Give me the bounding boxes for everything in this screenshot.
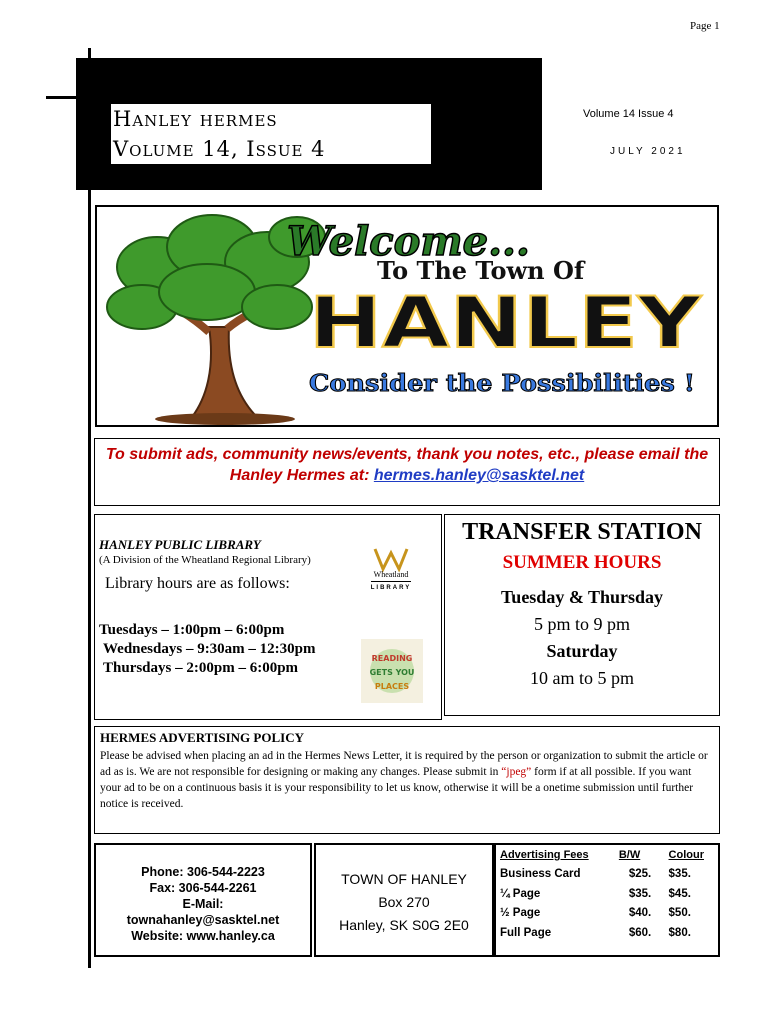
fee-bw: $40. [628, 907, 652, 920]
fee-bw: $25. [628, 868, 652, 881]
welcome-banner [95, 205, 719, 427]
tree-trunk [192, 327, 257, 417]
table-row [496, 923, 718, 943]
policy-text-part-2: form if at all possible. If you want your ad to be on a continuous basis it is your responsibility to let us know, otherwise it will be a onetime submission until further notice is received. [100, 766, 694, 810]
library-subtitle: (A Division of the Wheatland Regional Library) [99, 554, 311, 566]
transfer-station-box [444, 514, 720, 716]
reading-gets-you-places-image [361, 639, 423, 703]
page-number: Page 1 [690, 20, 720, 32]
fees-header-type: Advertising Fees [500, 848, 589, 861]
transfer-day-1: Tuesday & Thursday [500, 587, 664, 607]
title-line-2: Volume 14, Issue 4 [113, 137, 326, 161]
table-row [496, 884, 718, 904]
submit-email-link[interactable]: hermes.hanley@sasktel.net [373, 467, 585, 484]
table-row [496, 904, 718, 924]
transfer-day-2: Saturday [546, 641, 618, 661]
svg-text:READING: READING [371, 654, 413, 663]
svg-text:PLACES: PLACES [374, 682, 410, 691]
fee-colour: $50. [668, 907, 691, 920]
fee-colour: $45. [668, 887, 691, 900]
library-hours-tuesday: Tuesdays – 1:00pm – 6:00pm [99, 622, 285, 638]
library-hours-list [99, 621, 316, 678]
fees-header-colour: Colour [668, 848, 704, 861]
submit-instructions: To submit ads, community news/events, thank you notes, etc., please email the Hanley Hermes at: [105, 446, 709, 484]
transfer-title: TRANSFER STATION [462, 519, 702, 545]
advertising-policy-box [94, 726, 720, 834]
banner-artwork [97, 207, 717, 425]
library-hours-intro: Library hours are as follows: [105, 575, 290, 592]
svg-text:GETS YOU: GETS YOU [369, 668, 415, 677]
wheatland-library-logo [369, 543, 413, 591]
fee-bw: $60. [628, 926, 652, 939]
contact-website[interactable]: Website: www.hanley.ca [131, 929, 275, 943]
policy-jpeg: “jpeg” [501, 766, 532, 778]
fee-type: Full Page [500, 926, 552, 939]
library-box [94, 514, 442, 720]
fee-type: Business Card [500, 868, 581, 881]
contact-email[interactable]: townahanley@sasktel.net [126, 913, 280, 927]
title-line-1: Hanley hermes [113, 107, 278, 131]
newsletter-title [111, 104, 431, 164]
svg-text:Wheatland: Wheatland [373, 570, 409, 579]
table-row [496, 865, 718, 885]
town-city: Hanley, SK S0G 2E0 [339, 917, 469, 933]
slogan-text: Consider the Possibilities ! [309, 370, 695, 397]
town-address-box [314, 843, 494, 957]
fee-type: ½ Page [500, 907, 541, 920]
policy-text [100, 748, 714, 812]
submit-info-box [94, 438, 720, 506]
fees-table [496, 845, 718, 943]
fee-bw: $35. [628, 887, 652, 900]
month-year: JULY 2021 [610, 146, 686, 157]
policy-text-part-1: Please be advised when placing an ad in the Hermes News Letter, it is required by the person or organization to submit the article or ad as is. We are not responsible for designing or making any changes. Please submit in [100, 750, 708, 778]
volume-issue: Volume 14 Issue 4 [583, 108, 674, 120]
contact-phone: Phone: 306-544-2223 [141, 865, 265, 879]
transfer-time-2: 10 am to 5 pm [530, 668, 634, 688]
svg-text:LIBRARY: LIBRARY [370, 585, 412, 591]
fees-header-bw: B/W [618, 848, 641, 861]
submit-text [95, 444, 719, 486]
fee-colour: $35. [668, 868, 691, 881]
summer-hours-title: SUMMER HOURS [502, 552, 662, 573]
to-town-text: To The Town Of [377, 256, 585, 285]
contact-email-label: E-Mail: [182, 897, 224, 911]
fees-header-row [496, 845, 718, 865]
library-hours-thursday: Thursdays – 2:00pm – 6:00pm [103, 660, 299, 676]
town-box: Box 270 [378, 894, 430, 910]
contact-fax: Fax: 306-544-2261 [149, 881, 257, 895]
library-title: HANLEY PUBLIC LIBRARY [99, 537, 261, 552]
town-name: TOWN OF HANLEY [341, 871, 467, 887]
welcome-text: Welcome... [287, 218, 530, 265]
library-hours-wednesday: Wednesdays – 9:30am – 12:30pm [103, 641, 316, 657]
policy-title: HERMES ADVERTISING POLICY [100, 730, 304, 745]
hanley-text: HANLEY [309, 282, 703, 364]
fee-colour: $80. [668, 926, 691, 939]
fee-type: ¼ Page [500, 887, 541, 900]
tree-ground [155, 413, 295, 425]
transfer-time-1: 5 pm to 9 pm [533, 614, 630, 634]
advertising-fees-box [494, 843, 720, 957]
contact-box [94, 843, 312, 957]
